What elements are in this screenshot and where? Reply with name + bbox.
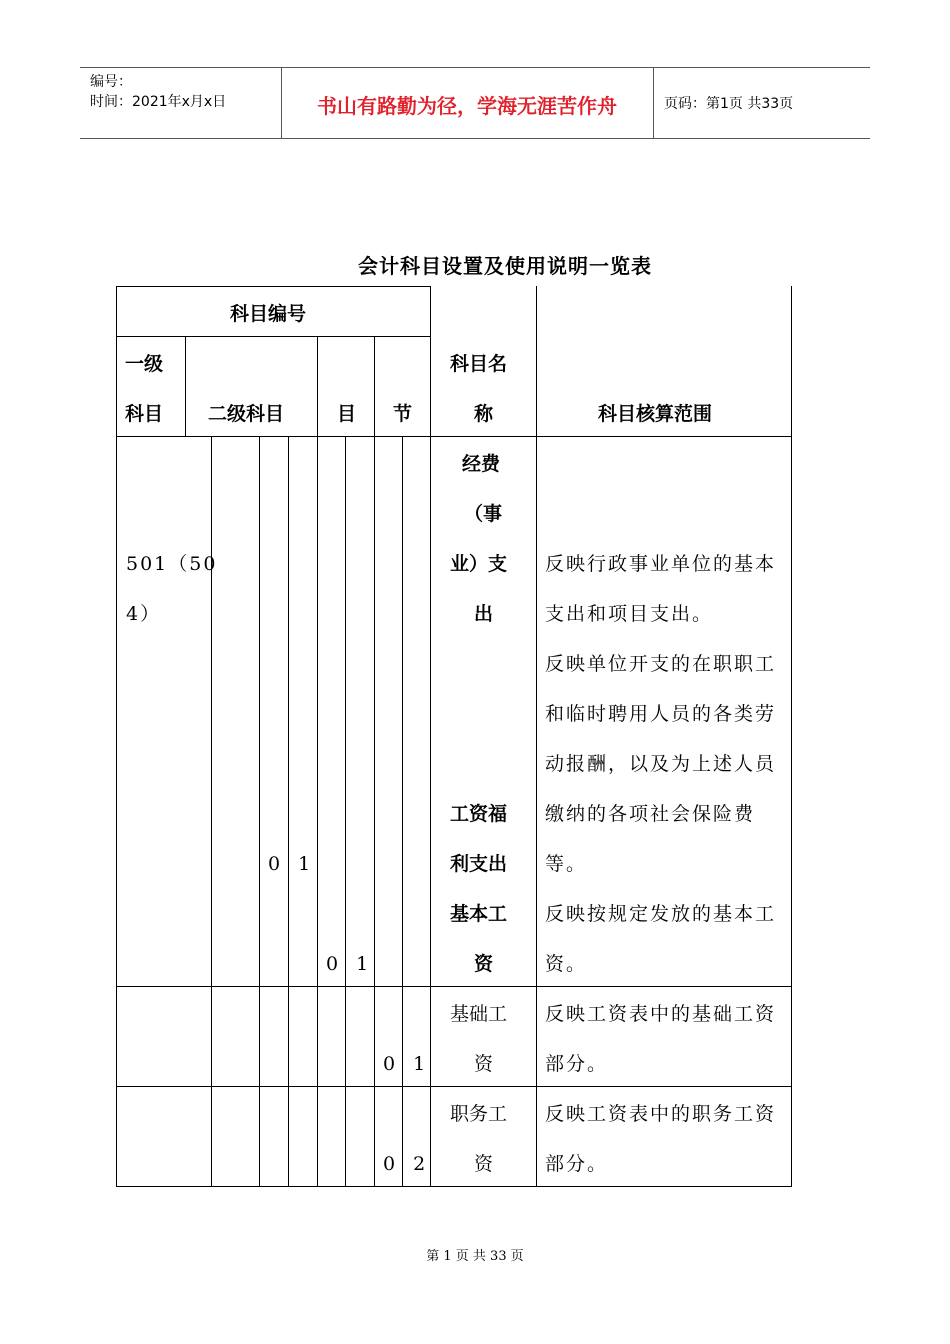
page-info: 页码：第1页 共33页 [664,96,794,112]
account-name: 基本工 [450,903,508,925]
header-code-group: 科目编号 [230,303,307,325]
account-scope: 反映行政事业单位的基本支出和项目支出。 [545,553,777,625]
account-name: 出 [474,603,494,625]
header-section: 节 [393,403,413,425]
header-motto: 书山有路勤为径，学海无涯苦作舟 [317,94,617,118]
section-code: 0 1 [383,1053,432,1075]
account-name: 经费 [462,453,501,475]
header-level2: 二级科目 [208,403,285,425]
number-label: 编号： [90,74,132,90]
account-scope: 反映工资表中的职务工资部分。 [545,1103,777,1175]
account-name: 资 [474,1053,494,1075]
account-name: 资 [474,953,494,975]
account-name: 职务工 [450,1103,508,1125]
time-label: 时间：2021年x月x日 [90,94,227,110]
account-name: 业）支 [450,553,508,575]
table-border [185,336,186,436]
table-border [259,436,260,1186]
account-name: 利支出 [450,853,508,875]
table-border [345,436,346,1186]
table-border [791,286,792,1187]
account-name: （事 [464,503,503,525]
table-border [536,286,537,1187]
level2-code: 0 1 [268,853,317,875]
header-name: 称 [474,403,494,425]
header-level1: 科目 [125,403,164,425]
header-name: 科目名 [450,353,508,375]
table-border [317,336,318,436]
header-scope: 科目核算范围 [598,403,713,425]
level1-code: 4） [126,603,162,625]
table-border [116,286,430,287]
document-title: 会计科目设置及使用说明一览表 [358,254,652,278]
account-scope: 反映工资表中的基础工资部分。 [545,1003,777,1075]
account-name: 资 [474,1153,494,1175]
account-scope: 反映单位开支的在职职工和临时聘用人员的各类劳动报酬，以及为上述人员缴纳的各项社会保险费等。 [545,653,777,875]
account-scope: 反映按规定发放的基本工资。 [545,903,777,975]
table-border [374,336,375,436]
page-footer: 第 1 页 共 33 页 [426,1249,524,1264]
level1-code: 501（50 [126,553,218,575]
header-item: 目 [337,403,357,425]
section-code: 0 2 [383,1153,432,1175]
table-border [116,286,117,1187]
table-border [317,436,318,1186]
table-border [374,436,375,1186]
header-level1: 一级 [125,353,164,375]
account-name: 工资福 [450,803,508,825]
account-name: 基础工 [450,1003,508,1025]
item-code: 0 1 [326,953,375,975]
table-border [288,436,289,1186]
